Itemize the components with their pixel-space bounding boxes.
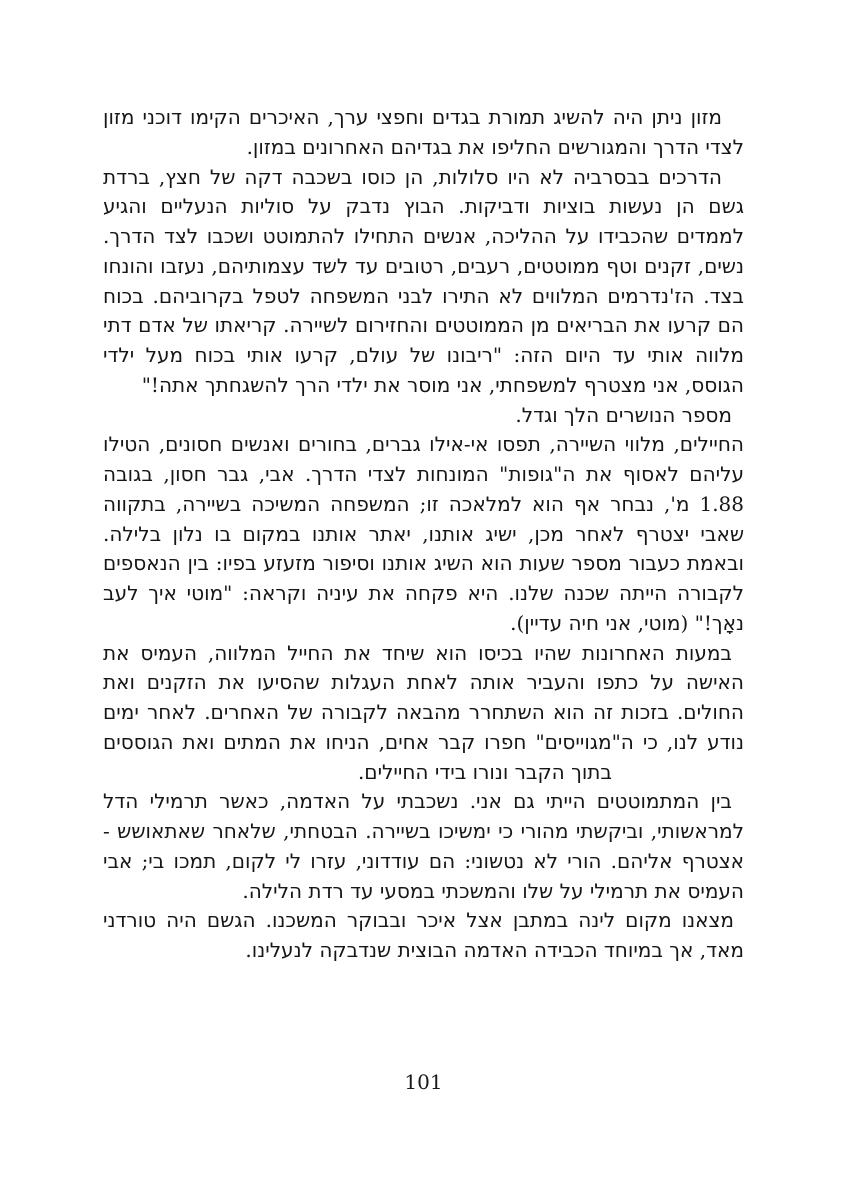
paragraph-burial-last-line: בתוך הקבר ונורו בידי החיילים. <box>357 759 612 784</box>
paragraph-food-barter: מזון ניתן היה להשיג תמורת בגדים וחפצי ערך, האיכרים הקימו דוכני מזון לצדי הדרך והמגורשים החליפו את בגדיהם האחרונים במזון. <box>103 105 744 159</box>
paragraph-overnight-barn: מצאנו מקום לינה במתבן אצל איכר ובבוקר המשכנו. הגשם היה טורדני מאד, אך במיוחד הכבידה האדמה הבוצית שנדבקה לנעלינו. <box>103 908 744 962</box>
paragraph-bribe-and-burial: במעות האחרונות שהיו בכיסו הוא שיחד את החייל המלווה, העמיס את האישה על כתפו והעביר אותה לאחת העגלות שהסיעו את הזקנים ואת החולים. בזכות זה הוא השתחרר מהבאה לקבורה של האחרים. לאחר ימים נודע לנו, כי ה"מגוייסים" חפרו קבר אחים, הניחו את המתים ואת הגוססים <box>103 640 744 754</box>
paragraph-dropouts-grew: מספר הנושרים הלך וגדל. <box>515 402 732 427</box>
paragraph-collapse-and-parents: בין המתמוטטים הייתי גם אני. נשכבתי על האדמה, כאשר תרמילי הדל למראשותי, וביקשתי מהורי כי ימשיכו בשיירה. הבטחתי, שלאחר שאתאושש - אצטרף אליהם. הורי לא נטשוני: הם עודדוני, עזרו לי לקום, תמכו בי; אבי העמיס את תרמילי על שלו והמשכתי במסעי עד רדת הלילה. <box>103 789 745 903</box>
body-text <box>103 103 744 966</box>
paragraph-muddy-roads: הדרכים בבסרביה לא היו סלולות, הן כוסו בשכבה דקה של חצץ, ברדת גשם הן נעשות בוציות ודביקות. הבוץ נדבק על סוליות הנעליים והגיע לממדים שהכבידו על ההליכה, אנשים התחילו להתמוטט ושכבו לצד הדרך. נשים, זקנים וטף ממוטטים, רעבים, רטובים עד לשד עצמותיהם, נעזבו והונחו בצד. הז'נדרמים המלווים לא התירו לבני המשפחה לטפל בקרוביהם. בכוח הם קרעו את הבריאים מן הממוטטים והחזירום לשיירה. קריאתו של אדם דתי מלווה אותי עד היום הזה: "ריבונו של עולם, קרעו אותי בכוח מעל ילדי הגוסס, אני מצטרף למשפחתי, אני מוסר את ילדי הרך להשגחתך אתה!" <box>103 164 744 397</box>
page-number: 101 <box>404 1070 443 1094</box>
paragraph-soldiers-conscripts: החיילים, מלווי השיירה, תפסו אי-אילו גברים, בחורים ואנשים חסונים, הטילו עליהם לאסוף את ה"גופות" המונחות לצדי הדרך. אבי, גבר חסון, בגובה 1.88 מ', נבחר אף הוא למלאכה זו; המשפחה המשיכה בשיירה, בתקווה שאבי יצטרף לאחר מכן, ישיג אותנו, יאתר אותנו במקום בו נלון בלילה. ובאמת כעבור מספר שעות הוא השיג אותנו וסיפור מזעזע בפיו: בין הנאספים לקבורה הייתה שכנה שלנו. היא פקחה את עיניה וקראה: "מוטי איך לעב נאָך!" (מוטי, אני חיה עדיין). <box>103 432 744 635</box>
